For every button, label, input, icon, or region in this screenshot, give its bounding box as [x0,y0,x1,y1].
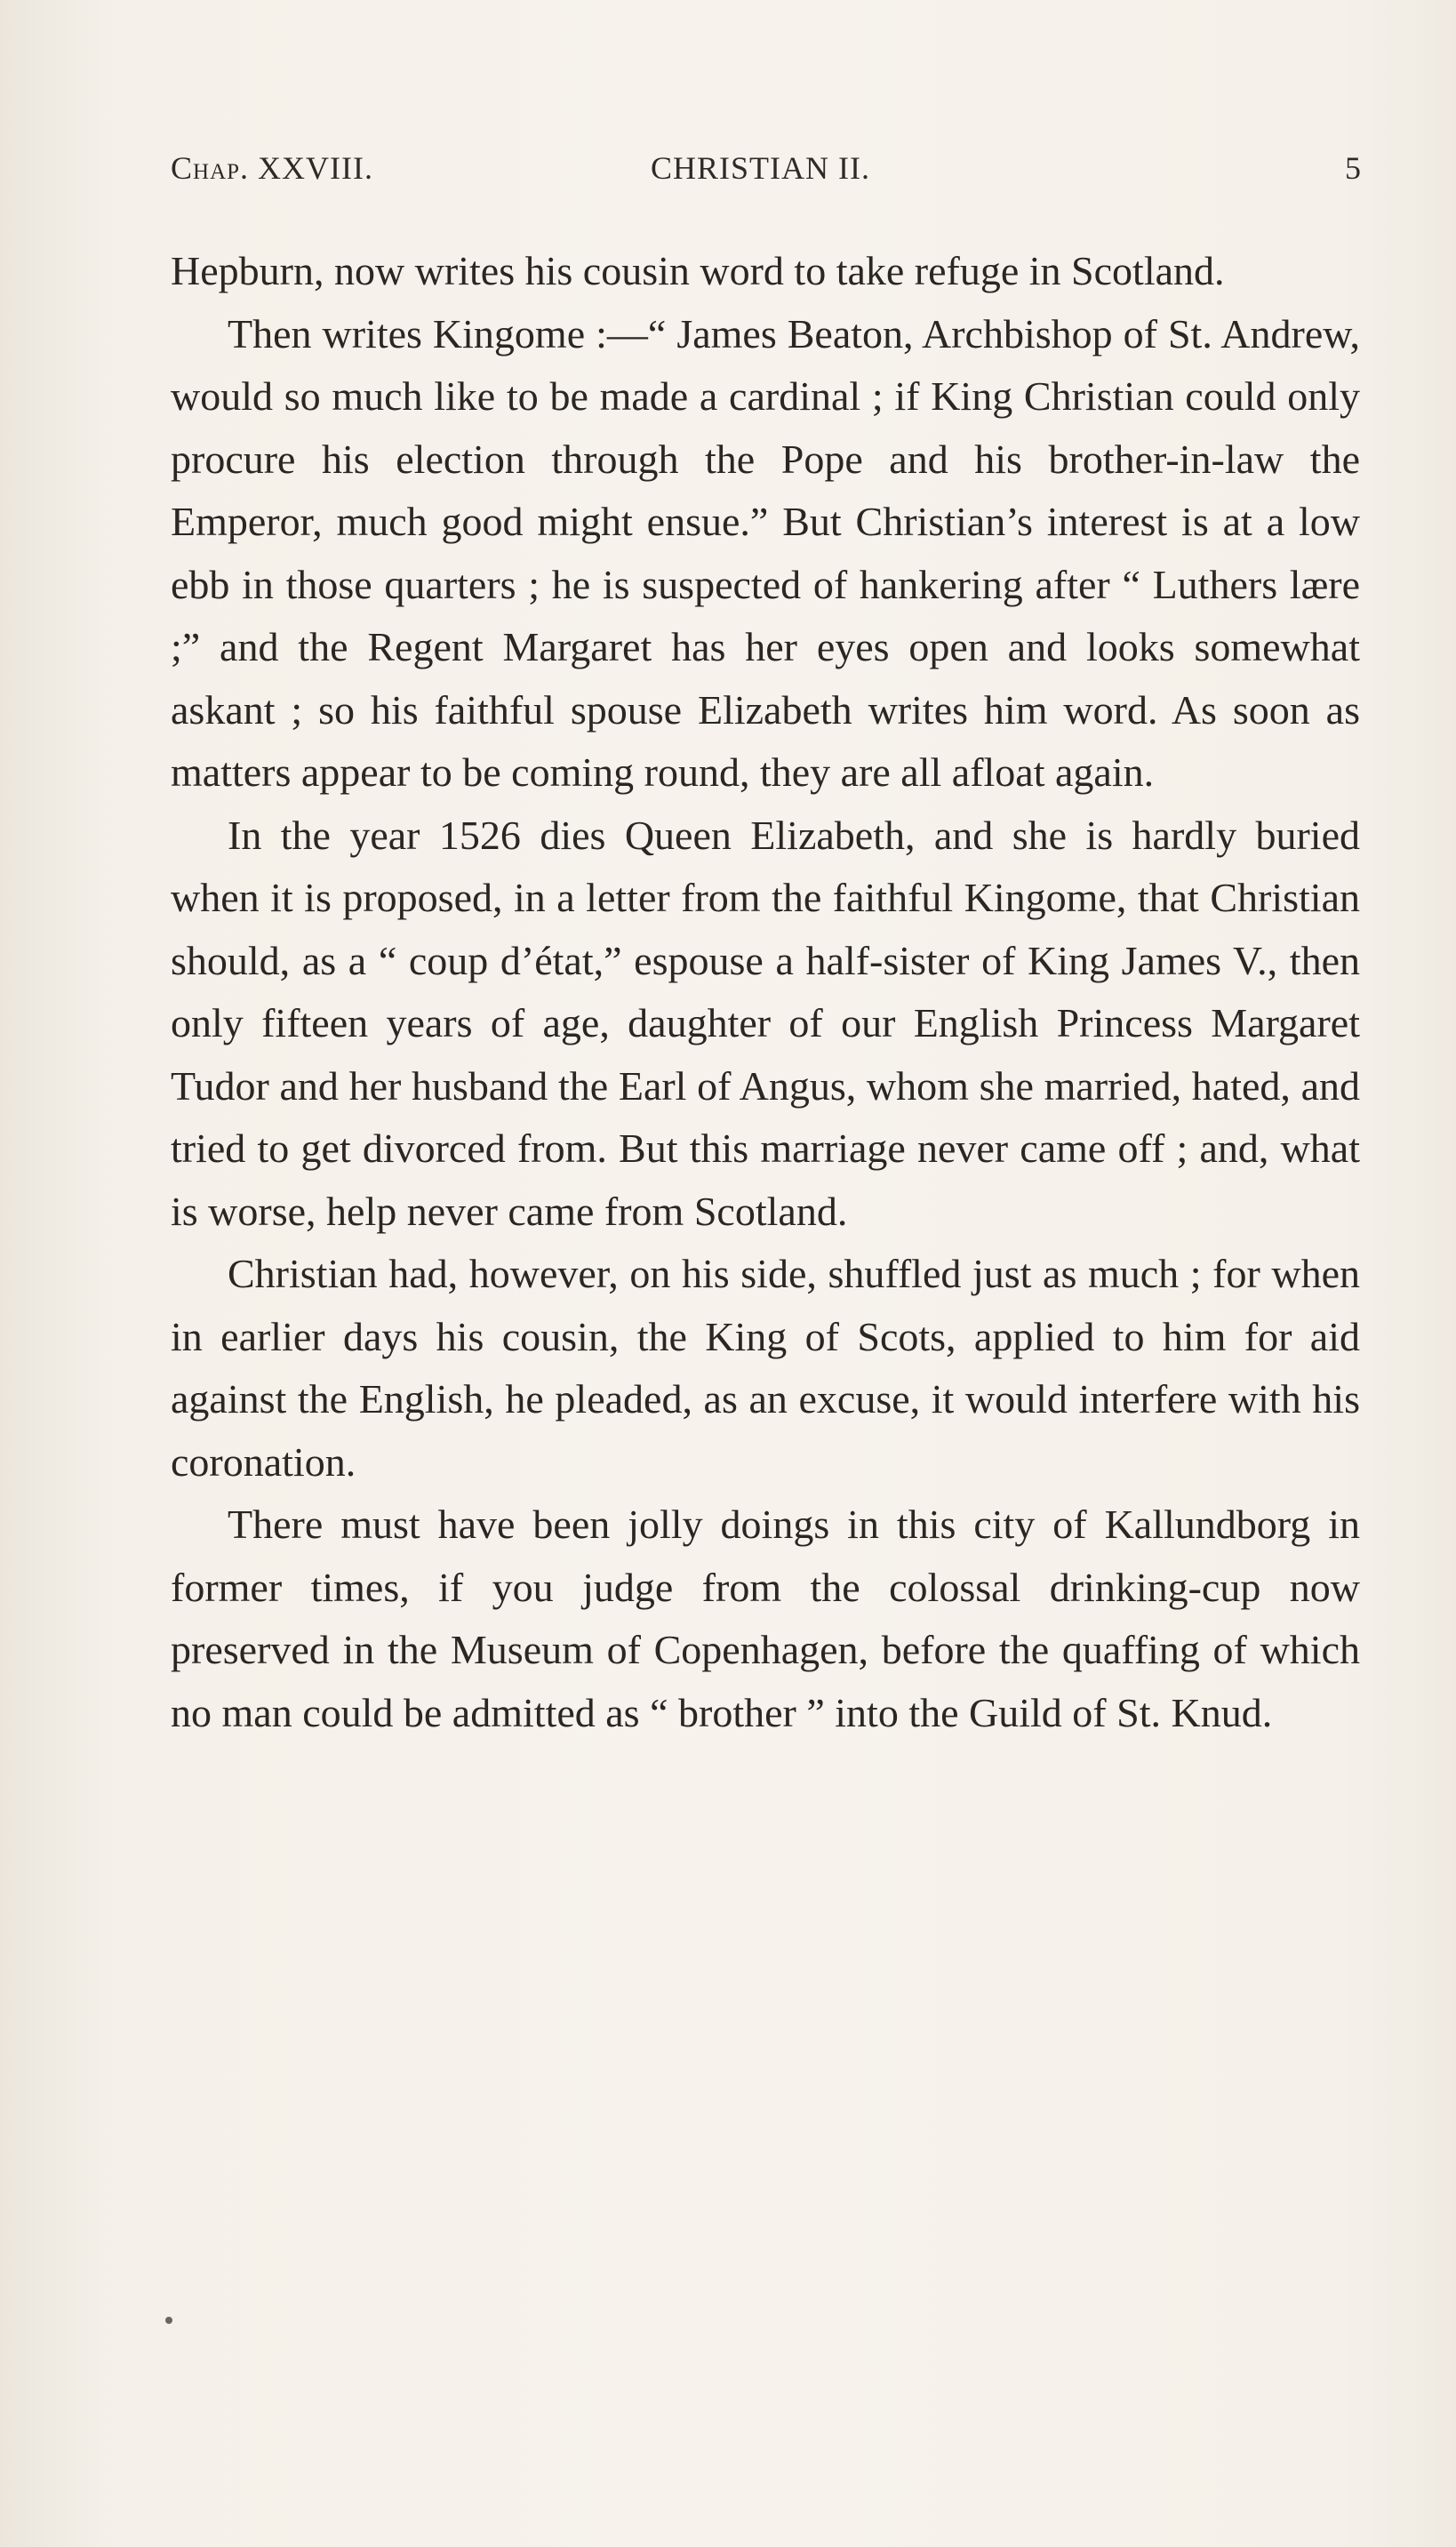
paragraph-kingome-letter: Then writes Kingome :—“ James Beaton, Archbishop of St. Andrew, would so much like to be made a cardinal ; if King Christian could only procure his election through the Pope and his brother-in-law the Emperor, much good might ensue.” But Christian’s interest is at a low ebb in those quarters ; he is suspected of hankering after “ Luthers lære ;” and the Regent Margaret has her eyes open and looks somewhat askant ; so his faithful spouse Elizabeth writes him word. As soon as matters appear to be coming round, they are all afloat again. [171,310,1360,795]
ink-speck [165,2317,172,2324]
chapter-label: Chap. XXVIII. [171,150,373,186]
running-title: CHRISTIAN II. [651,150,870,186]
page-number: 5 [1345,150,1362,186]
paragraph-continuation: Hepburn, now writes his cousin word to take refuge in Scotland. [171,248,1225,293]
running-head [171,149,1362,196]
paragraph-queen-elizabeth-death: In the year 1526 dies Queen Elizabeth, and she is hardly buried when it is proposed, in a letter from the faithful Kingome, that Christian should, as a “ coup d’état,” espouse a half-sister of King James V., then only fifteen years of age, daughter of our English Princess Margaret Tudor and her husband the Earl of Angus, whom she married, hated, and tried to get divorced from. But this marriage never came off ; and, what is worse, help never came from Scotland. [171,812,1360,1234]
paragraph-christian-shuffled: Christian had, however, on his side, shuffled just as much ; for when in earlier days his cousin, the King of Scots, applied to him for aid against the English, he pleaded, as an excuse, it would interfere with his coronation. [171,1251,1360,1485]
body-text [171,240,1360,1744]
paragraph-kallundborg-drinking-cup: There must have been jolly doings in this city of Kallundborg in former times, if you judge from the colossal drinking-cup now preserved in the Museum of Copenhagen, before the quaffing of which no man could be admitted as “ brother ” into the Guild of St. Knud. [171,1502,1360,1735]
